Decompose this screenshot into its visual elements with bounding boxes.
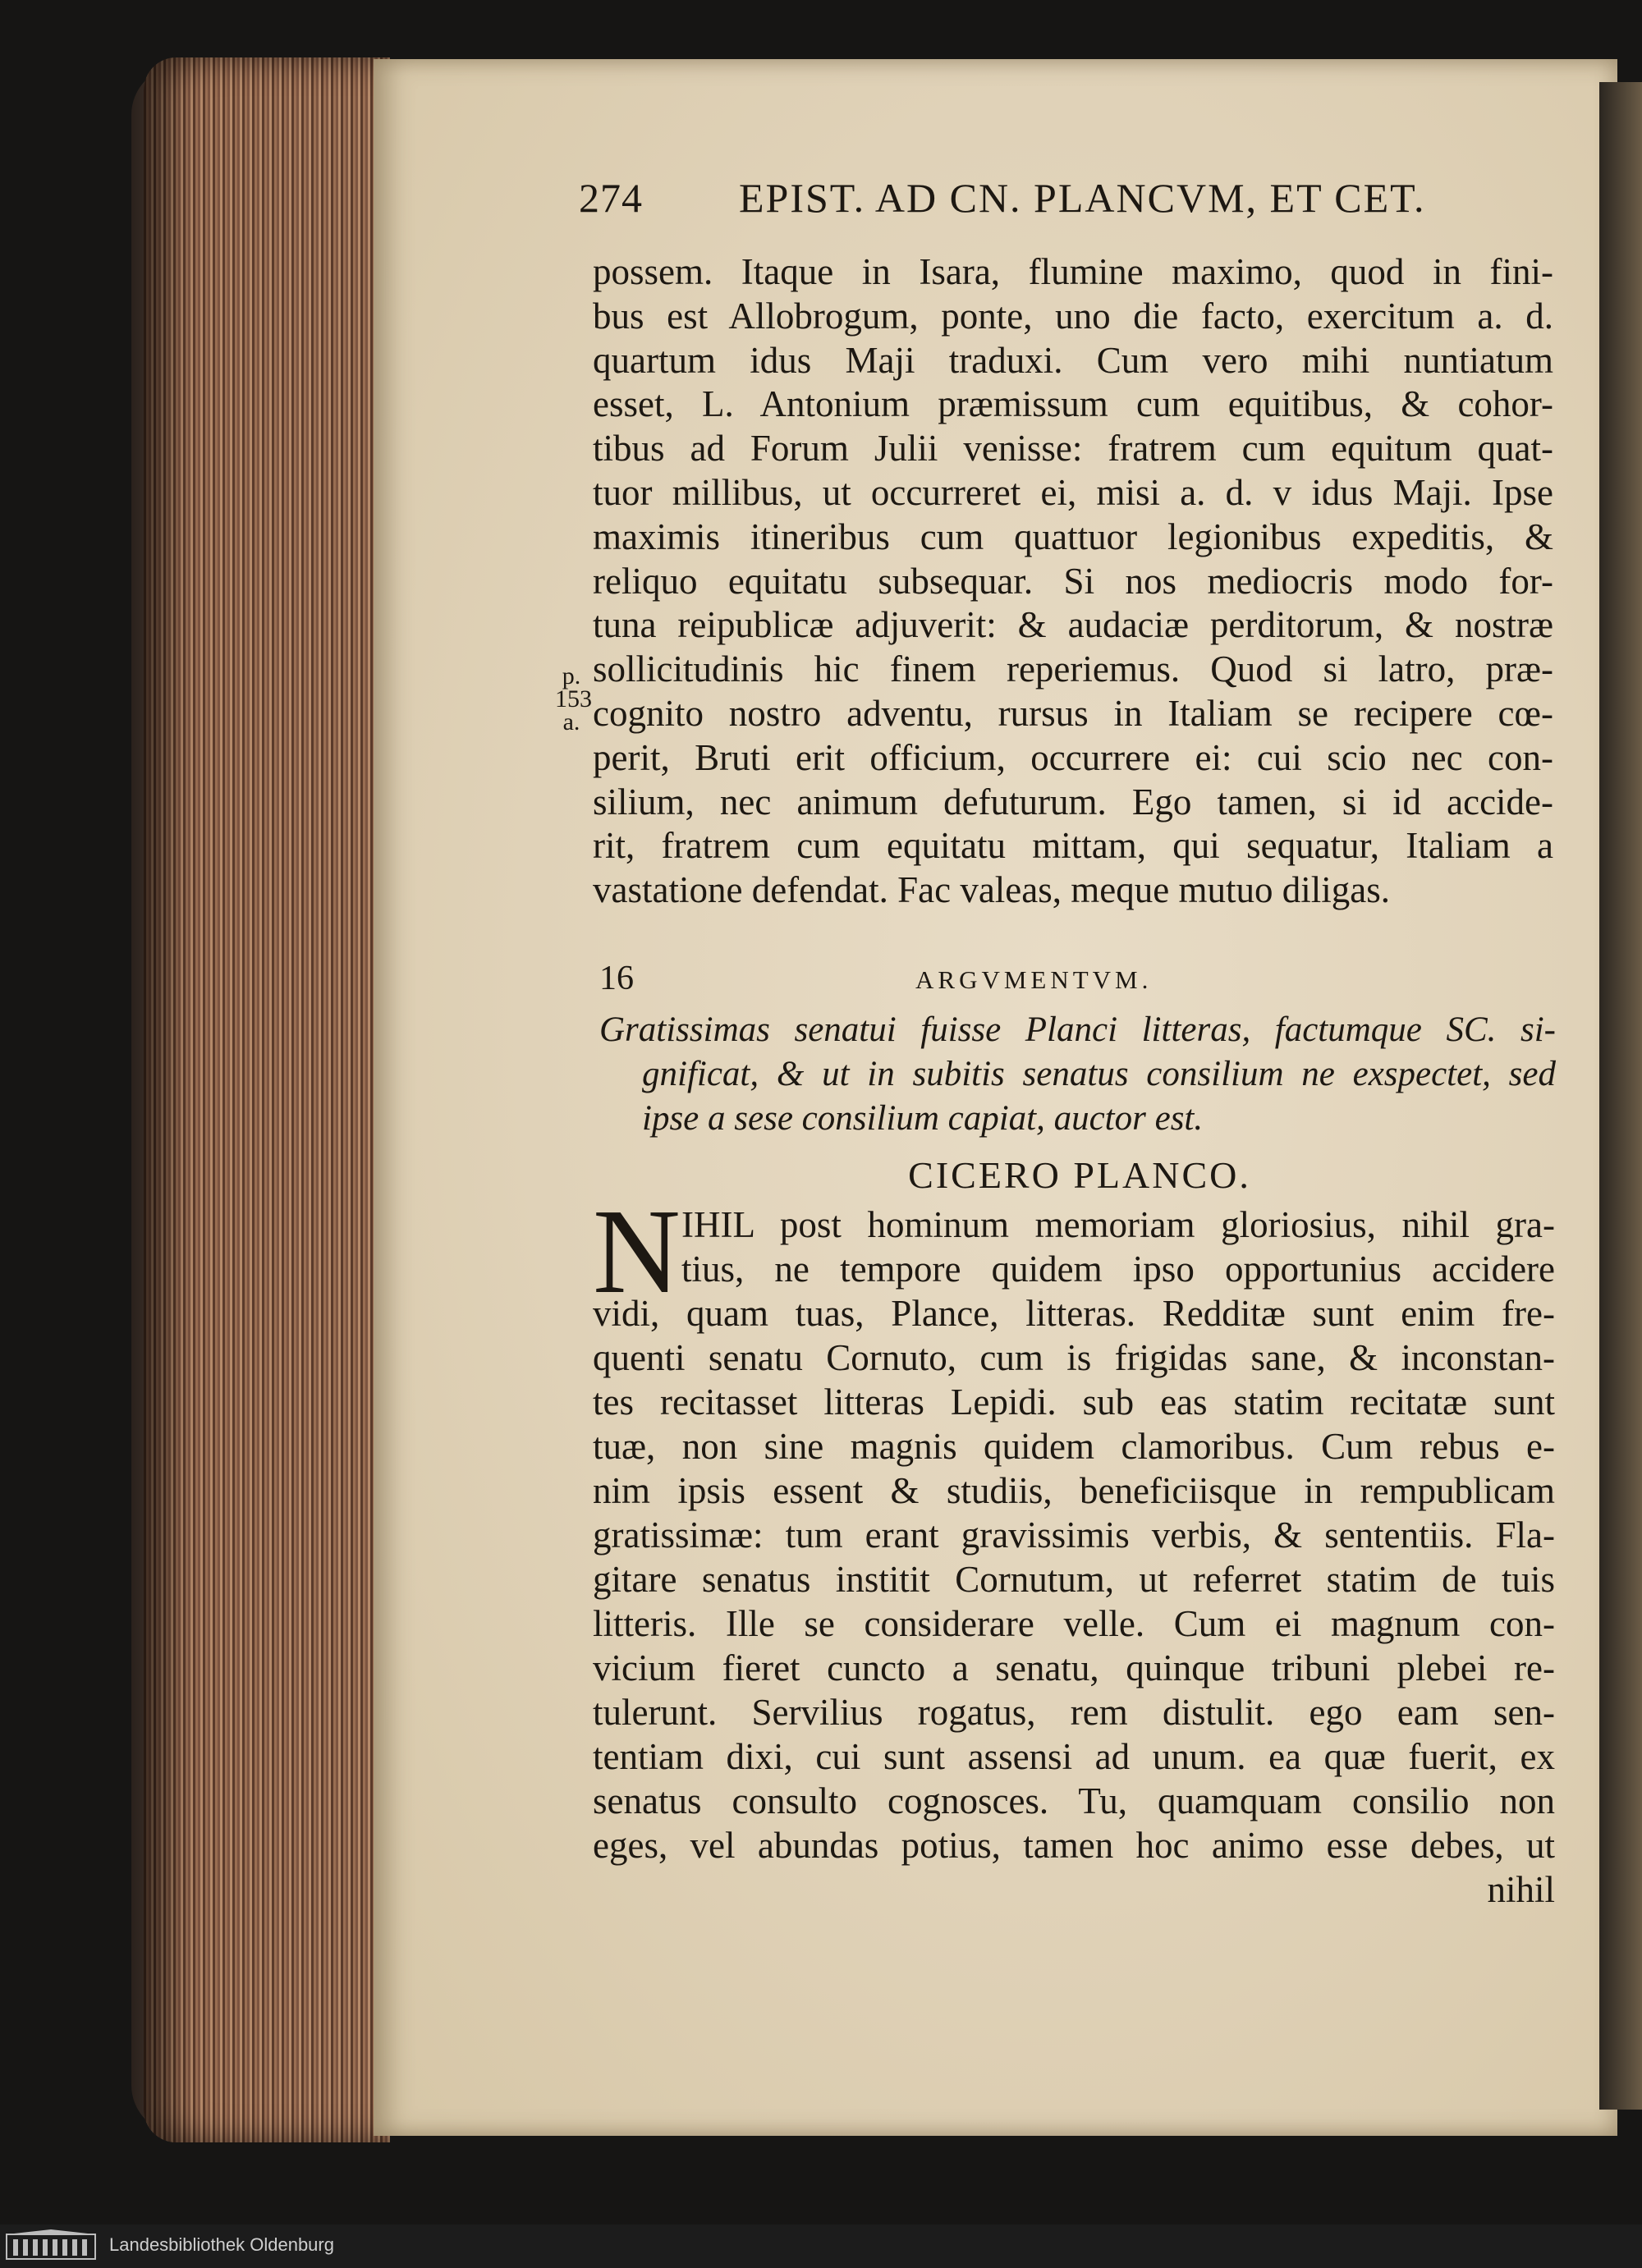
text-line: rit, fratrem cum equitatu mittam, qui sequatur, Italiam a (593, 825, 1553, 867)
footer-bar (0, 2224, 1642, 2268)
text-line: tibus ad Forum Julii venisse: fratrem cum equitum quat- (593, 428, 1553, 470)
text-line: quartum idus Maji traduxi. Cum vero mihi nuntiatum (593, 339, 1553, 381)
margin-note-line: a. (562, 708, 580, 735)
running-title: EPIST. AD CN. PLANCVM, ET CET. (739, 175, 1426, 221)
text-line: maximis itineribus cum quattuor legionibus expeditis, & (593, 515, 1553, 557)
text-line: eges, vel abundas potius, tamen hoc animo esse debes, ut (593, 1825, 1555, 1866)
page-edges (144, 57, 390, 2142)
text-line: tes recitasset litteras Lepidi. sub eas statim recitatæ sunt (593, 1381, 1555, 1423)
text-line: bus est Allobrogum, ponte, uno die facto, exercitum a. d. (593, 295, 1553, 337)
text-line: tulerunt. Servilius rogatus, rem distulit. ego eam sen- (593, 1692, 1555, 1733)
text-line: tuor millibus, ut occurreret ei, misi a. d. v idus Maji. Ipse (593, 471, 1553, 513)
text-line: gitare senatus institit Cornutum, ut referret statim de tuis (593, 1559, 1555, 1600)
text-line: senatus consulto cognosces. Tu, quamquam consilio non (593, 1780, 1555, 1821)
argument-header (599, 959, 1560, 1008)
summary-line: gnificat, & ut in subitis senatus consilium ne exspectet, sed (642, 1055, 1556, 1093)
argumentum-heading: ARGVMENTVM. (915, 965, 1153, 994)
letter-number: 16 (599, 960, 634, 997)
text-line: esset, L. Antonium præmissum cum equitibus, & cohor- (593, 383, 1553, 425)
text-line: vicium fieret cuncto a senatu, quinque tribuni plebei re- (593, 1647, 1555, 1688)
text-line: silium, nec animum defuturum. Ego tamen, si id accide- (593, 781, 1553, 822)
text-line: reliquo equitatu subsequar. Si nos mediocris modo for- (593, 560, 1553, 602)
text-line: gratissimæ: tum erant gravissimis verbis, & sententiis. Fla- (593, 1514, 1555, 1556)
facing-page-edge (1599, 82, 1642, 2110)
page-number: 274 (579, 175, 643, 221)
text-line: nim ipsis essent & studiis, beneficiisque in rempublicam (593, 1470, 1555, 1511)
text-line: cognito nostro adventu, rursus in Italiam se recipere cœ- (593, 692, 1553, 734)
margin-note-line: p. (562, 662, 581, 690)
library-building-icon (5, 2229, 97, 2262)
text-line: tuna reipublicæ adjuverit: & audaciæ perditorum, & nostræ (593, 604, 1553, 646)
text-line: possem. Itaque in Isara, flumine maximo, quod in fini- (593, 251, 1553, 292)
drop-cap: N (593, 1184, 681, 1319)
argumentum-summary (599, 1008, 1556, 1141)
salutation: CICERO PLANCO. (908, 1154, 1251, 1196)
text-line: perit, Bruti erit officium, occurrere ei: cui scio nec con- (593, 736, 1553, 778)
first-letter-text (593, 250, 1553, 913)
summary-line: Gratissimas senatui fuisse Planci litteras, factumque SC. si- (599, 1010, 1556, 1049)
text-line: tuæ, non sine magnis quidem clamoribus. Cum rebus e- (593, 1426, 1555, 1467)
text-line: vastatione defendat. Fac valeas, meque mutuo diligas. (593, 869, 1390, 911)
text-line: vidi, quam tuas, Plance, litteras. Redditæ sunt enim fre- (593, 1293, 1555, 1334)
margin-note-line: 153 (555, 685, 592, 712)
text-line: litteris. Ille se considerare velle. Cum ei magnum con- (593, 1603, 1555, 1644)
text-line: sollicitudinis hic finem reperiemus. Quod si latro, præ- (593, 648, 1553, 690)
margin-reference (555, 662, 592, 735)
catchword: nihil (1487, 1869, 1555, 1910)
text-line: quenti senatu Cornuto, cum is frigidas sane, & inconstan- (593, 1337, 1555, 1378)
running-head (579, 174, 1597, 231)
summary-line: ipse a sese consilium capiat, auctor est. (642, 1099, 1204, 1138)
second-letter-text (593, 1203, 1555, 1912)
text-line: tius, ne tempore quidem ipso opportunius accidere (681, 1249, 1555, 1290)
text-line: tentiam dixi, cui sunt assensi ad unum. ea quæ fuerit, ex (593, 1736, 1555, 1777)
text-line: IHIL post hominum memoriam gloriosius, nihil gra- (681, 1204, 1555, 1245)
footer-library-name: Landesbibliothek Oldenburg (109, 2234, 334, 2255)
